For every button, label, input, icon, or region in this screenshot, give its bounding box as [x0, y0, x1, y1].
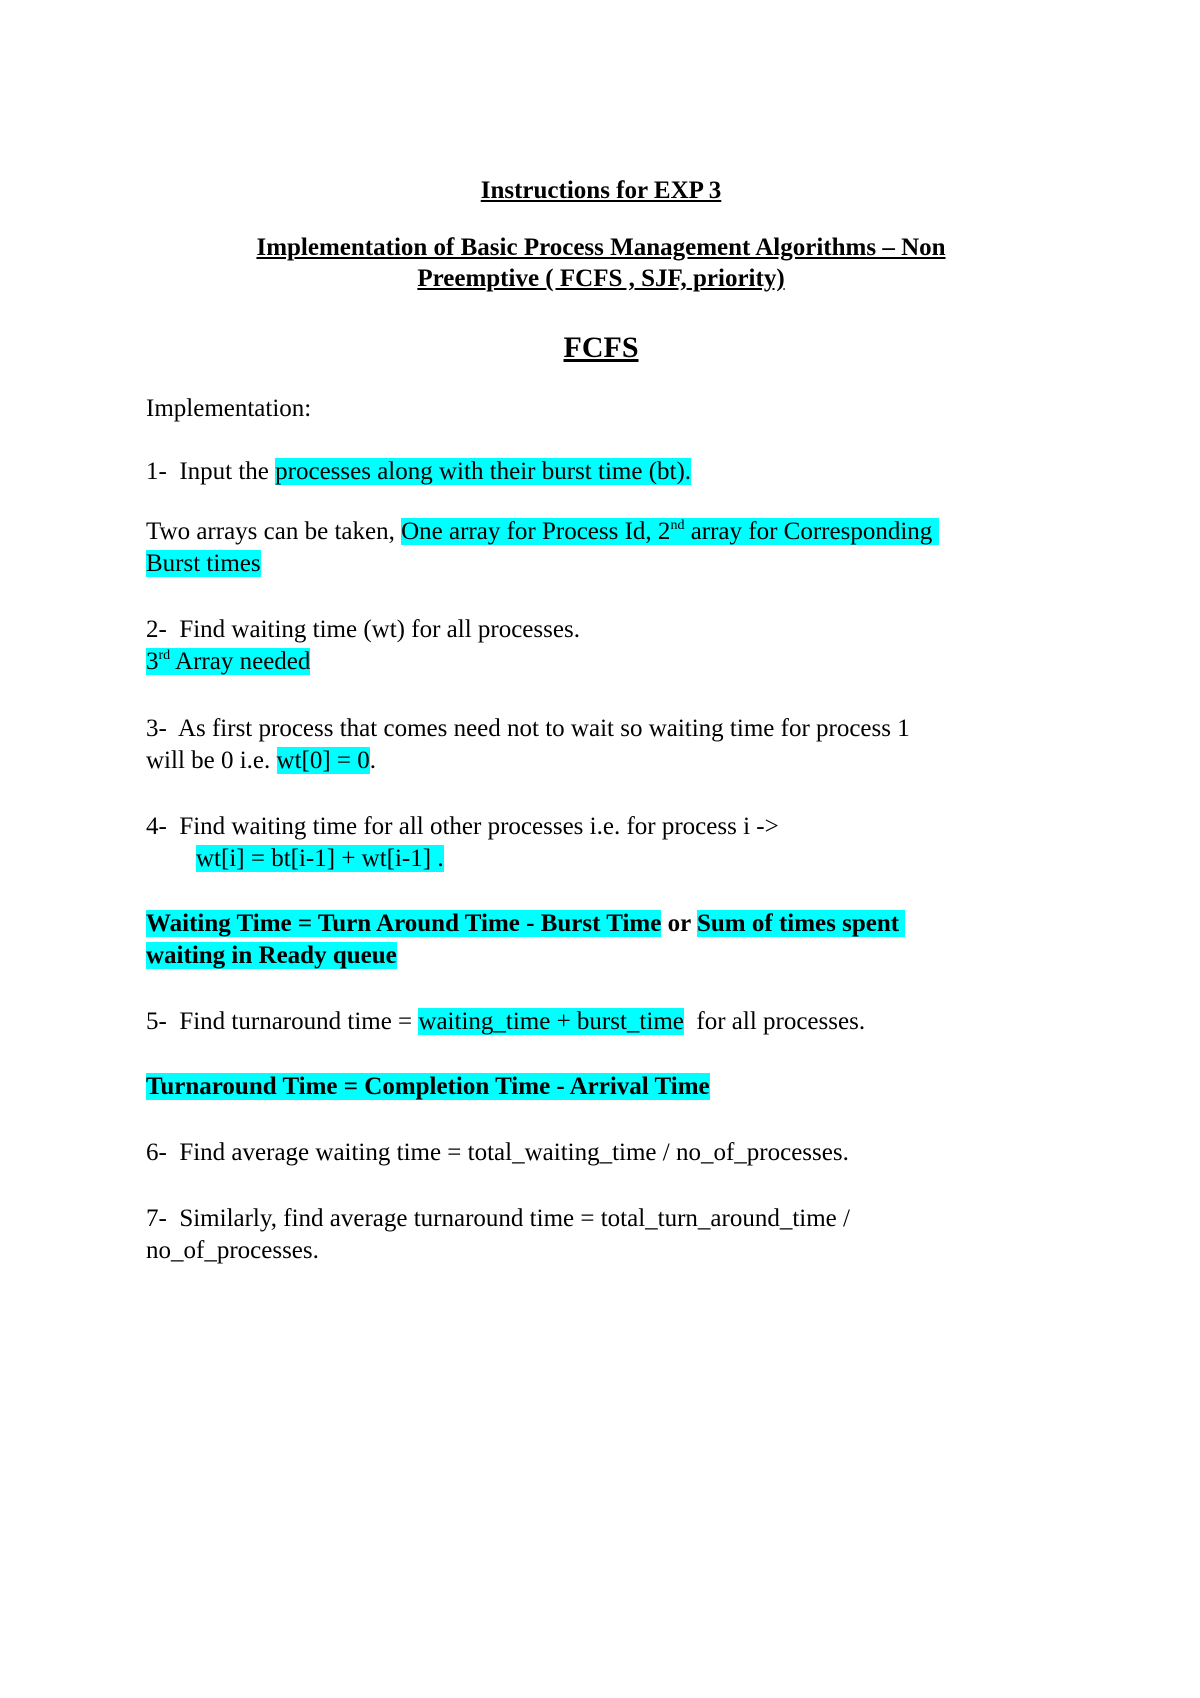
step-1-highlight: processes along with their burst time (bt).	[275, 458, 692, 485]
arrays-text: Two arrays can be taken,	[146, 518, 402, 545]
step-2-number: 2-	[146, 616, 167, 643]
step-3	[146, 713, 910, 777]
turnaround-time-definition	[146, 1071, 710, 1103]
step-7-number: 7-	[146, 1205, 167, 1232]
step-5-end: for all processes.	[683, 1008, 866, 1035]
step-3-number: 3-	[146, 715, 167, 742]
step-2-highlight-rest: Array needed	[170, 648, 311, 675]
section-heading-fcfs: FCFS	[563, 331, 639, 364]
step-3-end: .	[369, 747, 377, 774]
step-4-highlight: wt[i] = bt[i-1] + wt[i-1] .	[196, 845, 444, 872]
arrays-sup: nd	[670, 518, 685, 533]
step-5-number: 5-	[146, 1008, 167, 1035]
step-5-text: Find turnaround time =	[179, 1008, 419, 1035]
subtitle-line-2: Preemptive ( FCFS , SJF, priority)	[417, 265, 785, 292]
step-7	[146, 1203, 850, 1267]
step-4-number: 4-	[146, 813, 167, 840]
implementation-label: Implementation:	[146, 395, 312, 422]
step-3-line-2: will be 0 i.e.	[146, 747, 277, 774]
step-7-line-2: no_of_processes.	[146, 1237, 319, 1264]
waiting-def-highlight-line-2: waiting in Ready queue	[146, 942, 397, 969]
step-5-highlight: waiting_time + burst_time	[418, 1008, 684, 1035]
step-5	[146, 1006, 865, 1038]
step-2	[146, 614, 580, 678]
step-2-text: Find waiting time (wt) for all processes.	[179, 616, 580, 643]
step-4-line-1: Find waiting time for all other processes i.e. for process i ->	[179, 813, 779, 840]
step-2-highlight-num: 3	[146, 648, 159, 675]
document-title: Instructions for EXP 3	[480, 177, 722, 204]
arrays-highlight-b: array for Corresponding	[684, 518, 933, 545]
arrays-highlight-line-2: Burst times	[146, 550, 261, 577]
waiting-def-highlight-b: Sum of times spent	[696, 910, 900, 937]
turnaround-def-highlight: Turnaround Time = Completion Time - Arrival Time	[146, 1073, 710, 1100]
step-7-line-1: Similarly, find average turnaround time = total_turn_around_time /	[179, 1205, 850, 1232]
arrays-paragraph	[146, 516, 939, 580]
subtitle-line-1: Implementation of Basic Process Management Algorithms – Non	[256, 234, 946, 261]
step-6-text: Find average waiting time = total_waiting_time / no_of_processes.	[179, 1139, 849, 1166]
step-1	[146, 456, 691, 488]
document-subtitle	[146, 232, 1056, 294]
step-6	[146, 1137, 849, 1169]
step-1-number: 1-	[146, 458, 167, 485]
step-1-text: Input the	[179, 458, 276, 485]
document-page	[146, 0, 1056, 1698]
waiting-def-highlight-a: Waiting Time = Turn Around Time - Burst Time	[146, 910, 662, 937]
waiting-time-definition	[146, 908, 905, 972]
step-3-line-1: As first process that comes need not to wait so waiting time for process 1	[177, 715, 910, 742]
step-6-number: 6-	[146, 1139, 167, 1166]
step-4	[146, 811, 779, 875]
step-3-highlight: wt[0] = 0	[276, 747, 370, 774]
waiting-def-or: or	[661, 910, 697, 937]
step-2-sup: rd	[158, 648, 171, 663]
arrays-highlight-a: One array for Process Id, 2	[401, 518, 671, 545]
